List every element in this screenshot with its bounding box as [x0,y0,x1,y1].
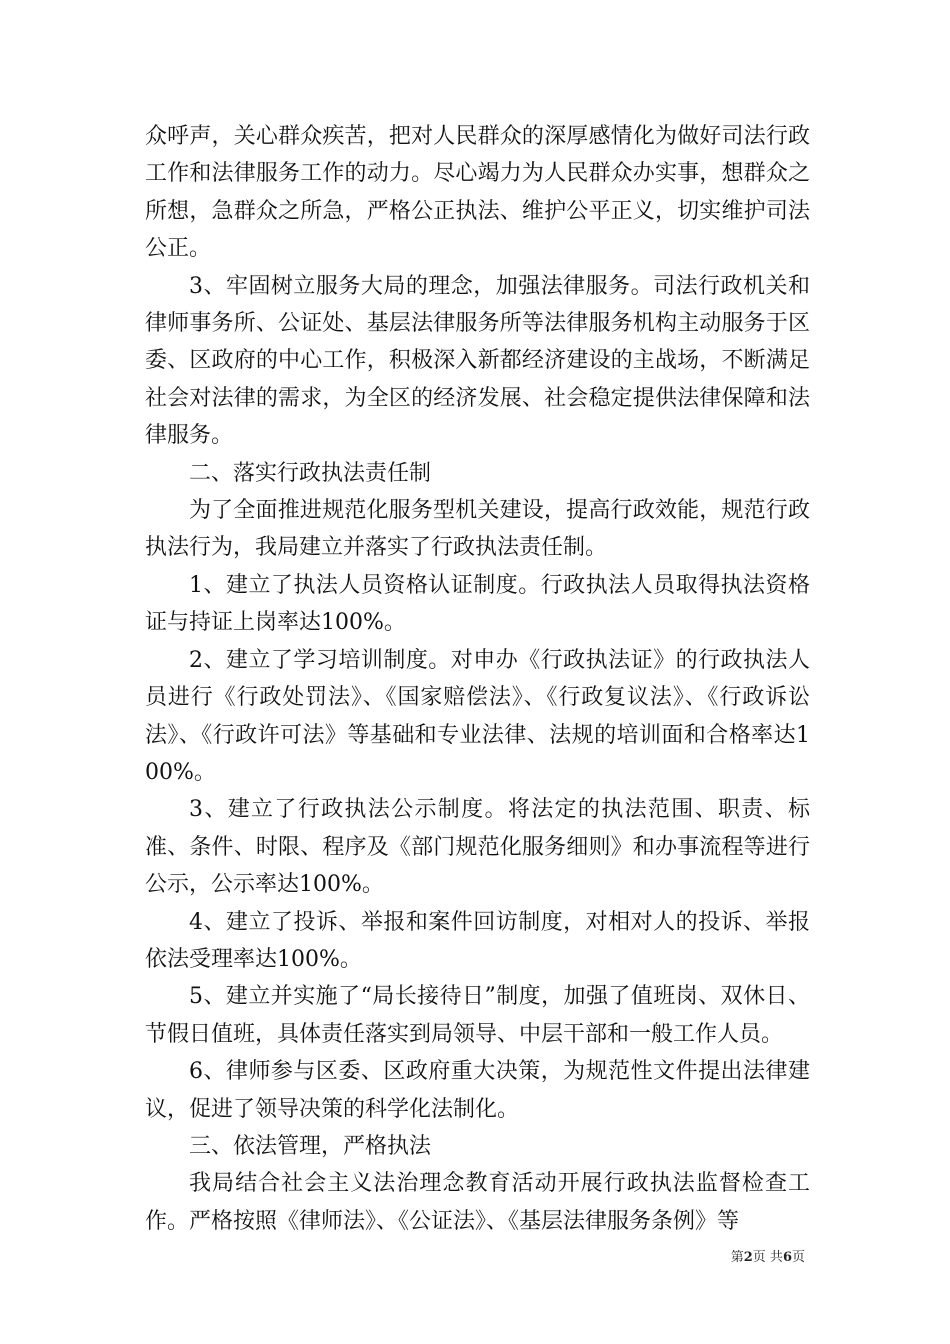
document-body [145,118,810,1240]
footer-prefix: 第 [730,1250,744,1265]
section-heading-3: 三、依法管理，严格执法 [189,1133,432,1159]
paragraph-6: 3、建立了行政执法公示制度。将法定的执法范围、职责、标准、条件、时限、程序及《部门规范化服务细则》和办事流程等进行公示，公示率达100%。 [145,797,810,898]
paragraph-8: 5、建立并实施了“局长接待日”制度，加强了值班岗、双休日、节假日值班，具体责任落实到局领导、中层干部和一般工作人员。 [145,984,810,1047]
paragraph-3: 为了全面推进规范化服务型机关建设，提高行政效能，规范行政执法行为，我局建立并落实了行政执法责任制。 [145,498,810,561]
current-page-number: 2 [743,1250,753,1265]
paragraph-1: 众呼声，关心群众疾苦，把对人民群众的深厚感情化为做好司法行政工作和法律服务工作的动力。尽心竭力为人民群众办实事，想群众之所想，急群众之所急，严格公正执法、维护公平正义，切实维护司法公正。 [145,124,810,262]
paragraph-5: 2、建立了学习培训制度。对申办《行政执法证》的行政执法人员进行《行政处罚法》、《国家赔偿法》、《行政复议法》、《行政诉讼法》、《行政许可法》等基础和专业法律、法规的培训面和合格率达100%。 [145,647,810,785]
paragraph-2: 3、牢固树立服务大局的理念，加强法律服务。司法行政机关和律师事务所、公证处、基层法律服务所等法律服务机构主动服务于区委、区政府的中心工作，积极深入新都经济建设的主战场，不断满足社会对法律的需求，为全区的经济发展、社会稳定提供法律保障和法律服务。 [145,273,810,449]
paragraph-10: 我局结合社会主义法治理念教育活动开展行政执法监督检查工作。严格按照《律师法》、《公证法》、《基层法律服务条例》等 [145,1171,810,1234]
paragraph-9: 6、律师参与区委、区政府重大决策，为规范性文件提出法律建议，促进了领导决策的科学化法制化。 [145,1059,810,1122]
page-number-footer [731,1246,805,1265]
paragraph-4: 1、建立了执法人员资格认证制度。行政执法人员取得执法资格证与持证上岗率达100%。 [145,572,810,636]
section-heading-2: 二、落实行政执法责任制 [189,460,432,486]
footer-suffix: 页 [791,1250,805,1265]
footer-middle: 页 共 [752,1250,783,1265]
paragraph-7: 4、建立了投诉、举报和案件回访制度，对相对人的投诉、举报依法受理率达100%。 [145,909,810,972]
total-pages-number: 6 [782,1250,792,1265]
